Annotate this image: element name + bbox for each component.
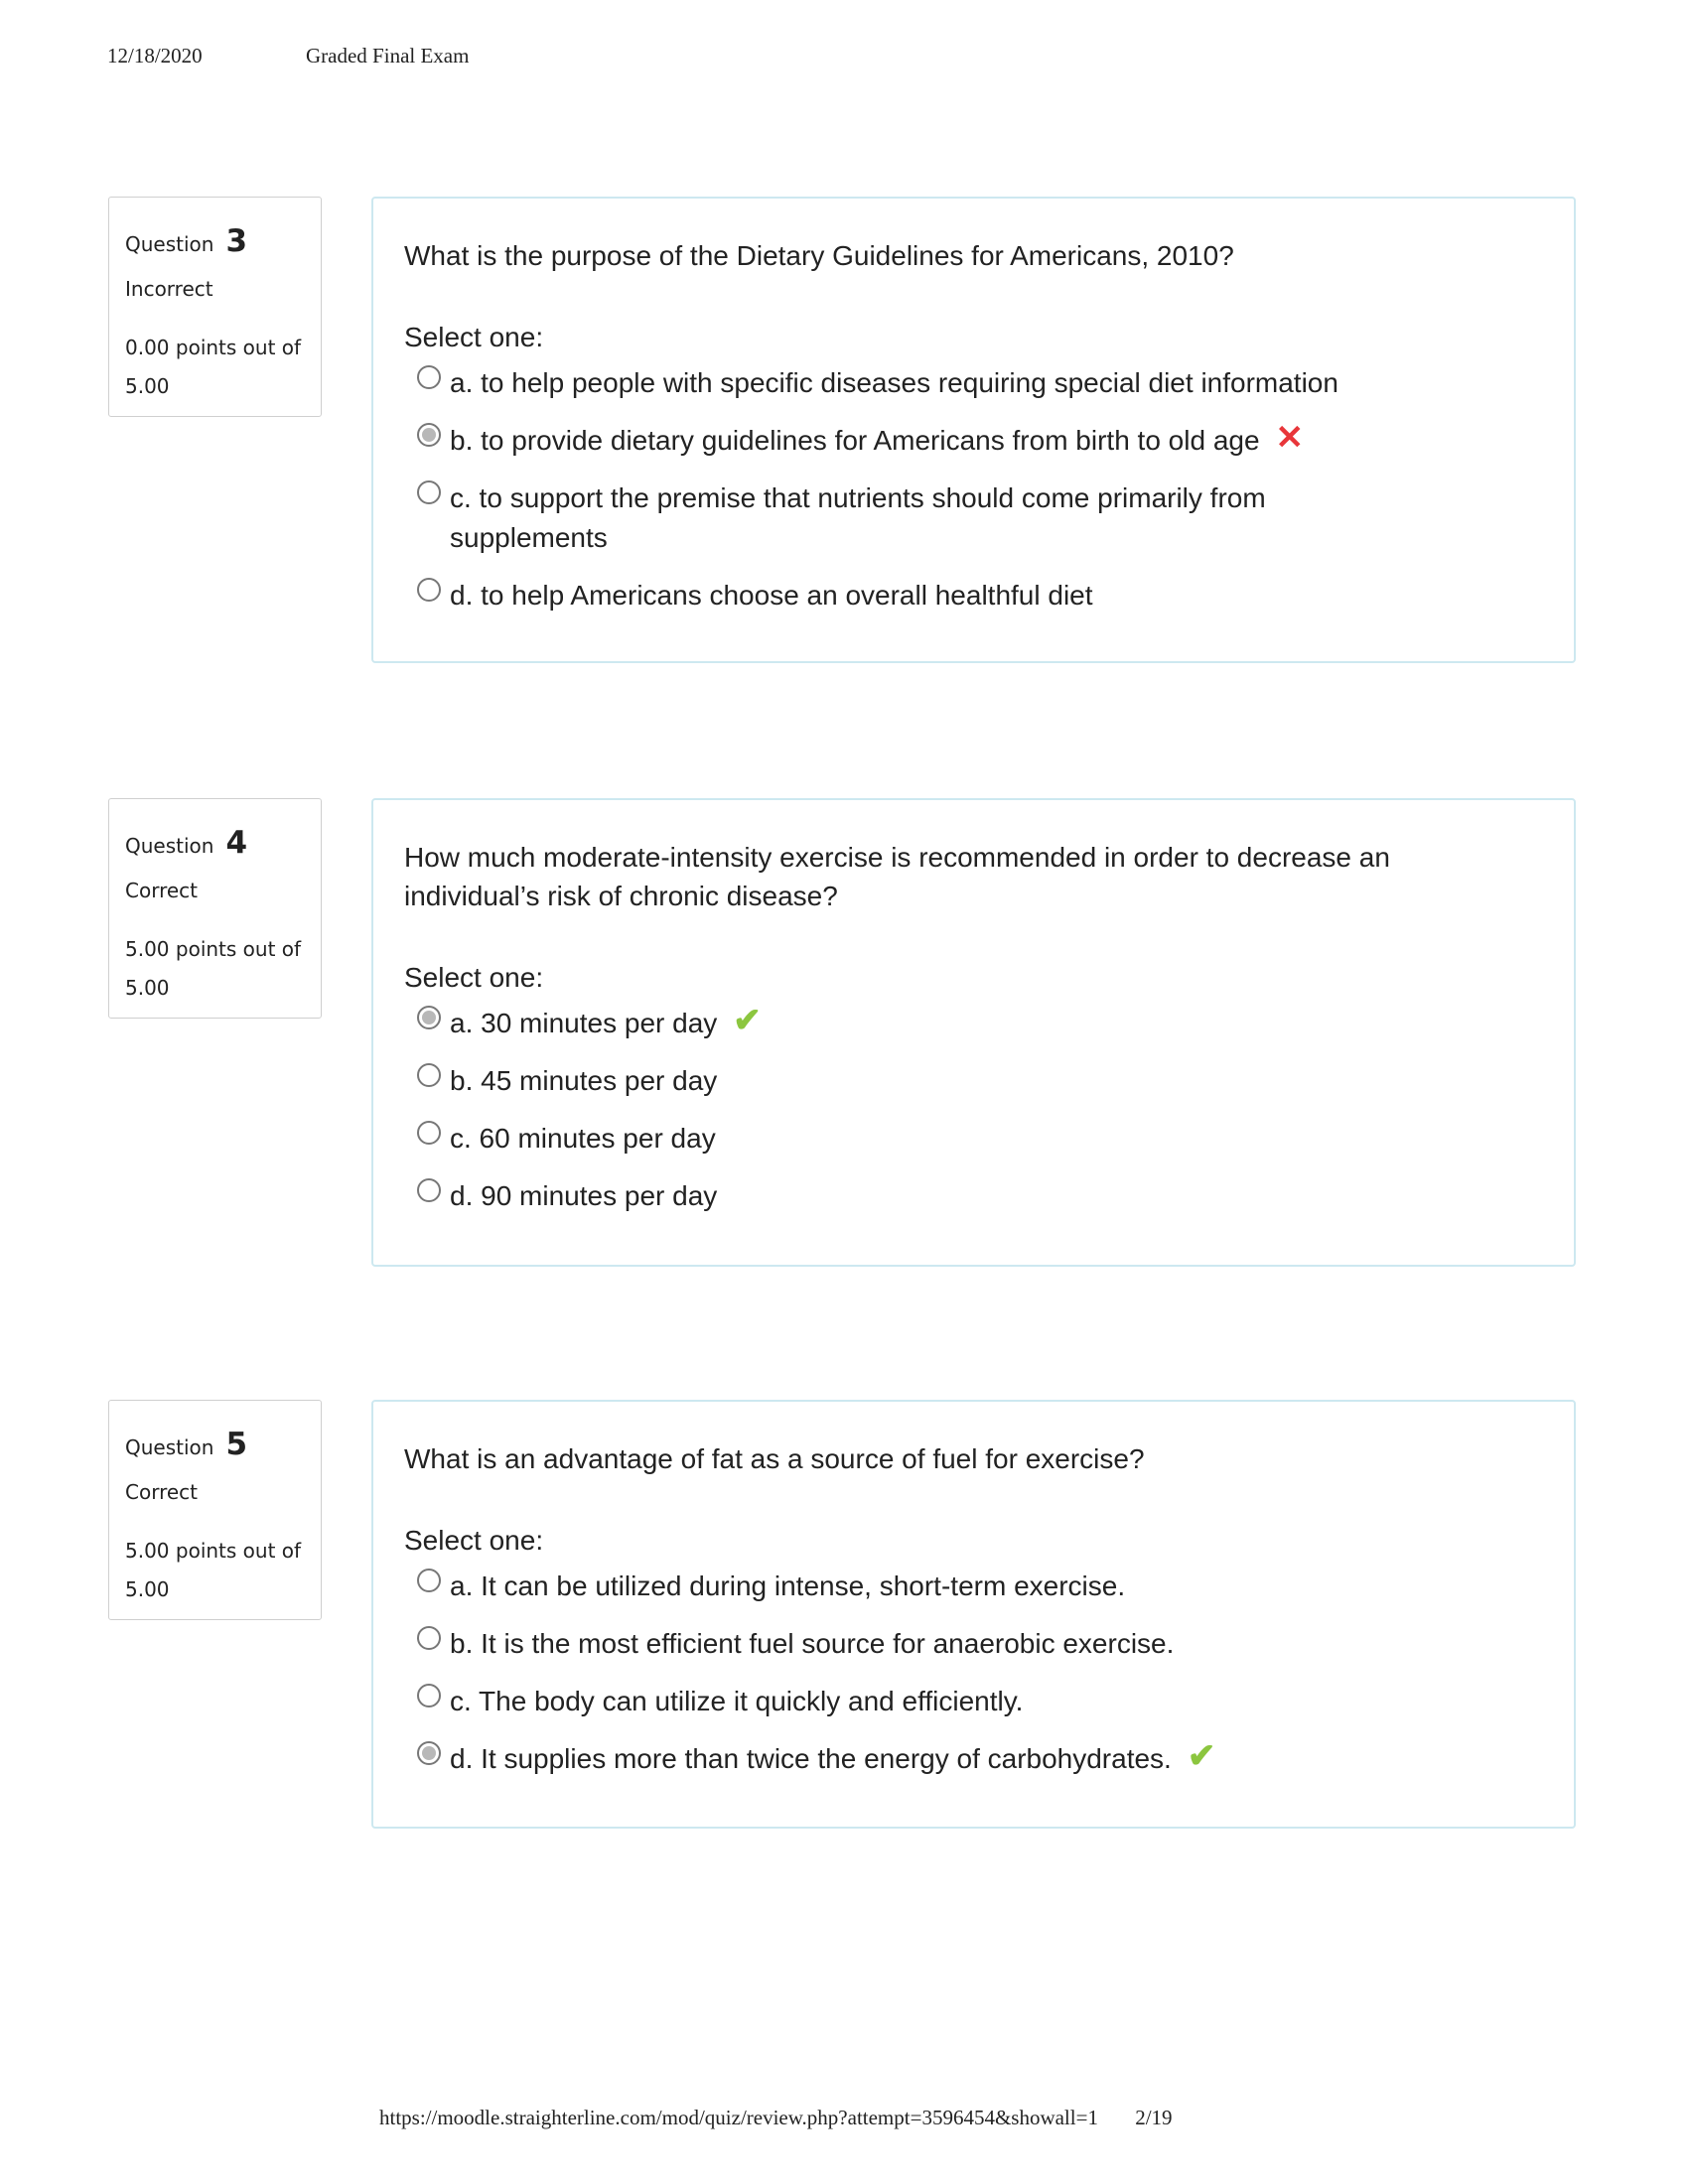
answer-text: c. The body can utilize it quickly and efficiently. — [450, 1686, 1024, 1716]
answer-option[interactable] — [404, 1061, 1544, 1101]
radio-button[interactable] — [417, 480, 441, 504]
answer-text: d. 90 minutes per day — [450, 1180, 718, 1211]
answer-text: a. to help people with specific diseases requiring special diet information — [450, 367, 1338, 398]
correct-check-icon: ✔ — [1187, 1737, 1216, 1775]
radio-button[interactable] — [417, 1063, 441, 1087]
answer-option[interactable] — [404, 478, 1544, 558]
print-title: Graded Final Exam — [306, 44, 470, 68]
question-text: How much moderate-intensity exercise is recommended in order to decrease an individual’s risk of chronic disease? — [404, 842, 1390, 911]
print-footer — [379, 2106, 1173, 2130]
answer-option[interactable] — [404, 421, 1544, 461]
question-info — [108, 1400, 322, 1620]
radio-button-selected[interactable] — [417, 423, 441, 447]
radio-button[interactable] — [417, 1684, 441, 1707]
question-grade: 0.00 points out of 5.00 — [125, 336, 302, 398]
select-prompt: Select one: — [404, 1525, 544, 1556]
radio-button[interactable] — [417, 1569, 441, 1592]
select-prompt: Select one: — [404, 962, 544, 993]
answer-option[interactable] — [404, 1739, 1544, 1779]
question-label: Question — [125, 834, 214, 858]
print-date: 12/18/2020 — [107, 44, 203, 68]
answer-option[interactable] — [404, 576, 1544, 615]
answer-option[interactable] — [404, 1176, 1544, 1216]
radio-button[interactable] — [417, 1178, 441, 1202]
answer-option[interactable] — [404, 1624, 1544, 1664]
radio-button[interactable] — [417, 578, 441, 602]
footer-url: https://moodle.straighterline.com/mod/quiz/review.php?attempt=3596454&showall=1 — [379, 2106, 1098, 2129]
radio-button-selected[interactable] — [417, 1006, 441, 1029]
answer-text: d. to help Americans choose an overall healthful diet — [450, 580, 1093, 611]
question-state: Incorrect — [125, 277, 213, 301]
question-text: What is the purpose of the Dietary Guidelines for Americans, 2010? — [404, 240, 1234, 271]
answer-text: a. 30 minutes per day — [450, 1008, 718, 1038]
question-content — [371, 1400, 1576, 1829]
question-label: Question — [125, 1435, 214, 1459]
answer-list — [404, 1567, 1544, 1779]
question-content — [371, 197, 1576, 663]
answer-option[interactable] — [404, 1119, 1544, 1159]
question-grade: 5.00 points out of 5.00 — [125, 937, 302, 1000]
answer-option[interactable] — [404, 1682, 1544, 1721]
page-number: 2/19 — [1135, 2106, 1173, 2129]
question-text: What is an advantage of fat as a source of fuel for exercise? — [404, 1443, 1145, 1474]
question-content — [371, 798, 1576, 1267]
answer-option[interactable] — [404, 363, 1544, 403]
answer-text: b. 45 minutes per day — [450, 1065, 718, 1096]
question-info — [108, 197, 322, 417]
answer-option[interactable] — [404, 1004, 1544, 1043]
question-label: Question — [125, 232, 214, 256]
answer-list — [404, 1004, 1544, 1216]
question-grade: 5.00 points out of 5.00 — [125, 1539, 302, 1601]
question-number: 3 — [225, 223, 248, 259]
answer-list — [404, 363, 1544, 615]
answer-text: c. 60 minutes per day — [450, 1123, 716, 1154]
answer-text: b. to provide dietary guidelines for Americans from birth to old age — [450, 425, 1260, 456]
question-number: 4 — [225, 825, 248, 861]
radio-button[interactable] — [417, 365, 441, 389]
correct-check-icon: ✔ — [733, 1002, 762, 1039]
answer-text: a. It can be utilized during intense, short-term exercise. — [450, 1570, 1126, 1601]
radio-button-selected[interactable] — [417, 1741, 441, 1765]
radio-button[interactable] — [417, 1626, 441, 1650]
answer-text: c. to support the premise that nutrients should come primarily from supplements — [450, 482, 1266, 553]
question-state: Correct — [125, 1480, 198, 1504]
select-prompt: Select one: — [404, 322, 544, 352]
question-info — [108, 798, 322, 1019]
question-number: 5 — [225, 1427, 248, 1462]
question-state: Correct — [125, 879, 198, 902]
answer-option[interactable] — [404, 1567, 1544, 1606]
answer-text: d. It supplies more than twice the energy of carbohydrates. — [450, 1743, 1172, 1774]
incorrect-icon: ✕ — [1275, 419, 1305, 457]
radio-button[interactable] — [417, 1121, 441, 1145]
answer-text: b. It is the most efficient fuel source for anaerobic exercise. — [450, 1628, 1175, 1659]
